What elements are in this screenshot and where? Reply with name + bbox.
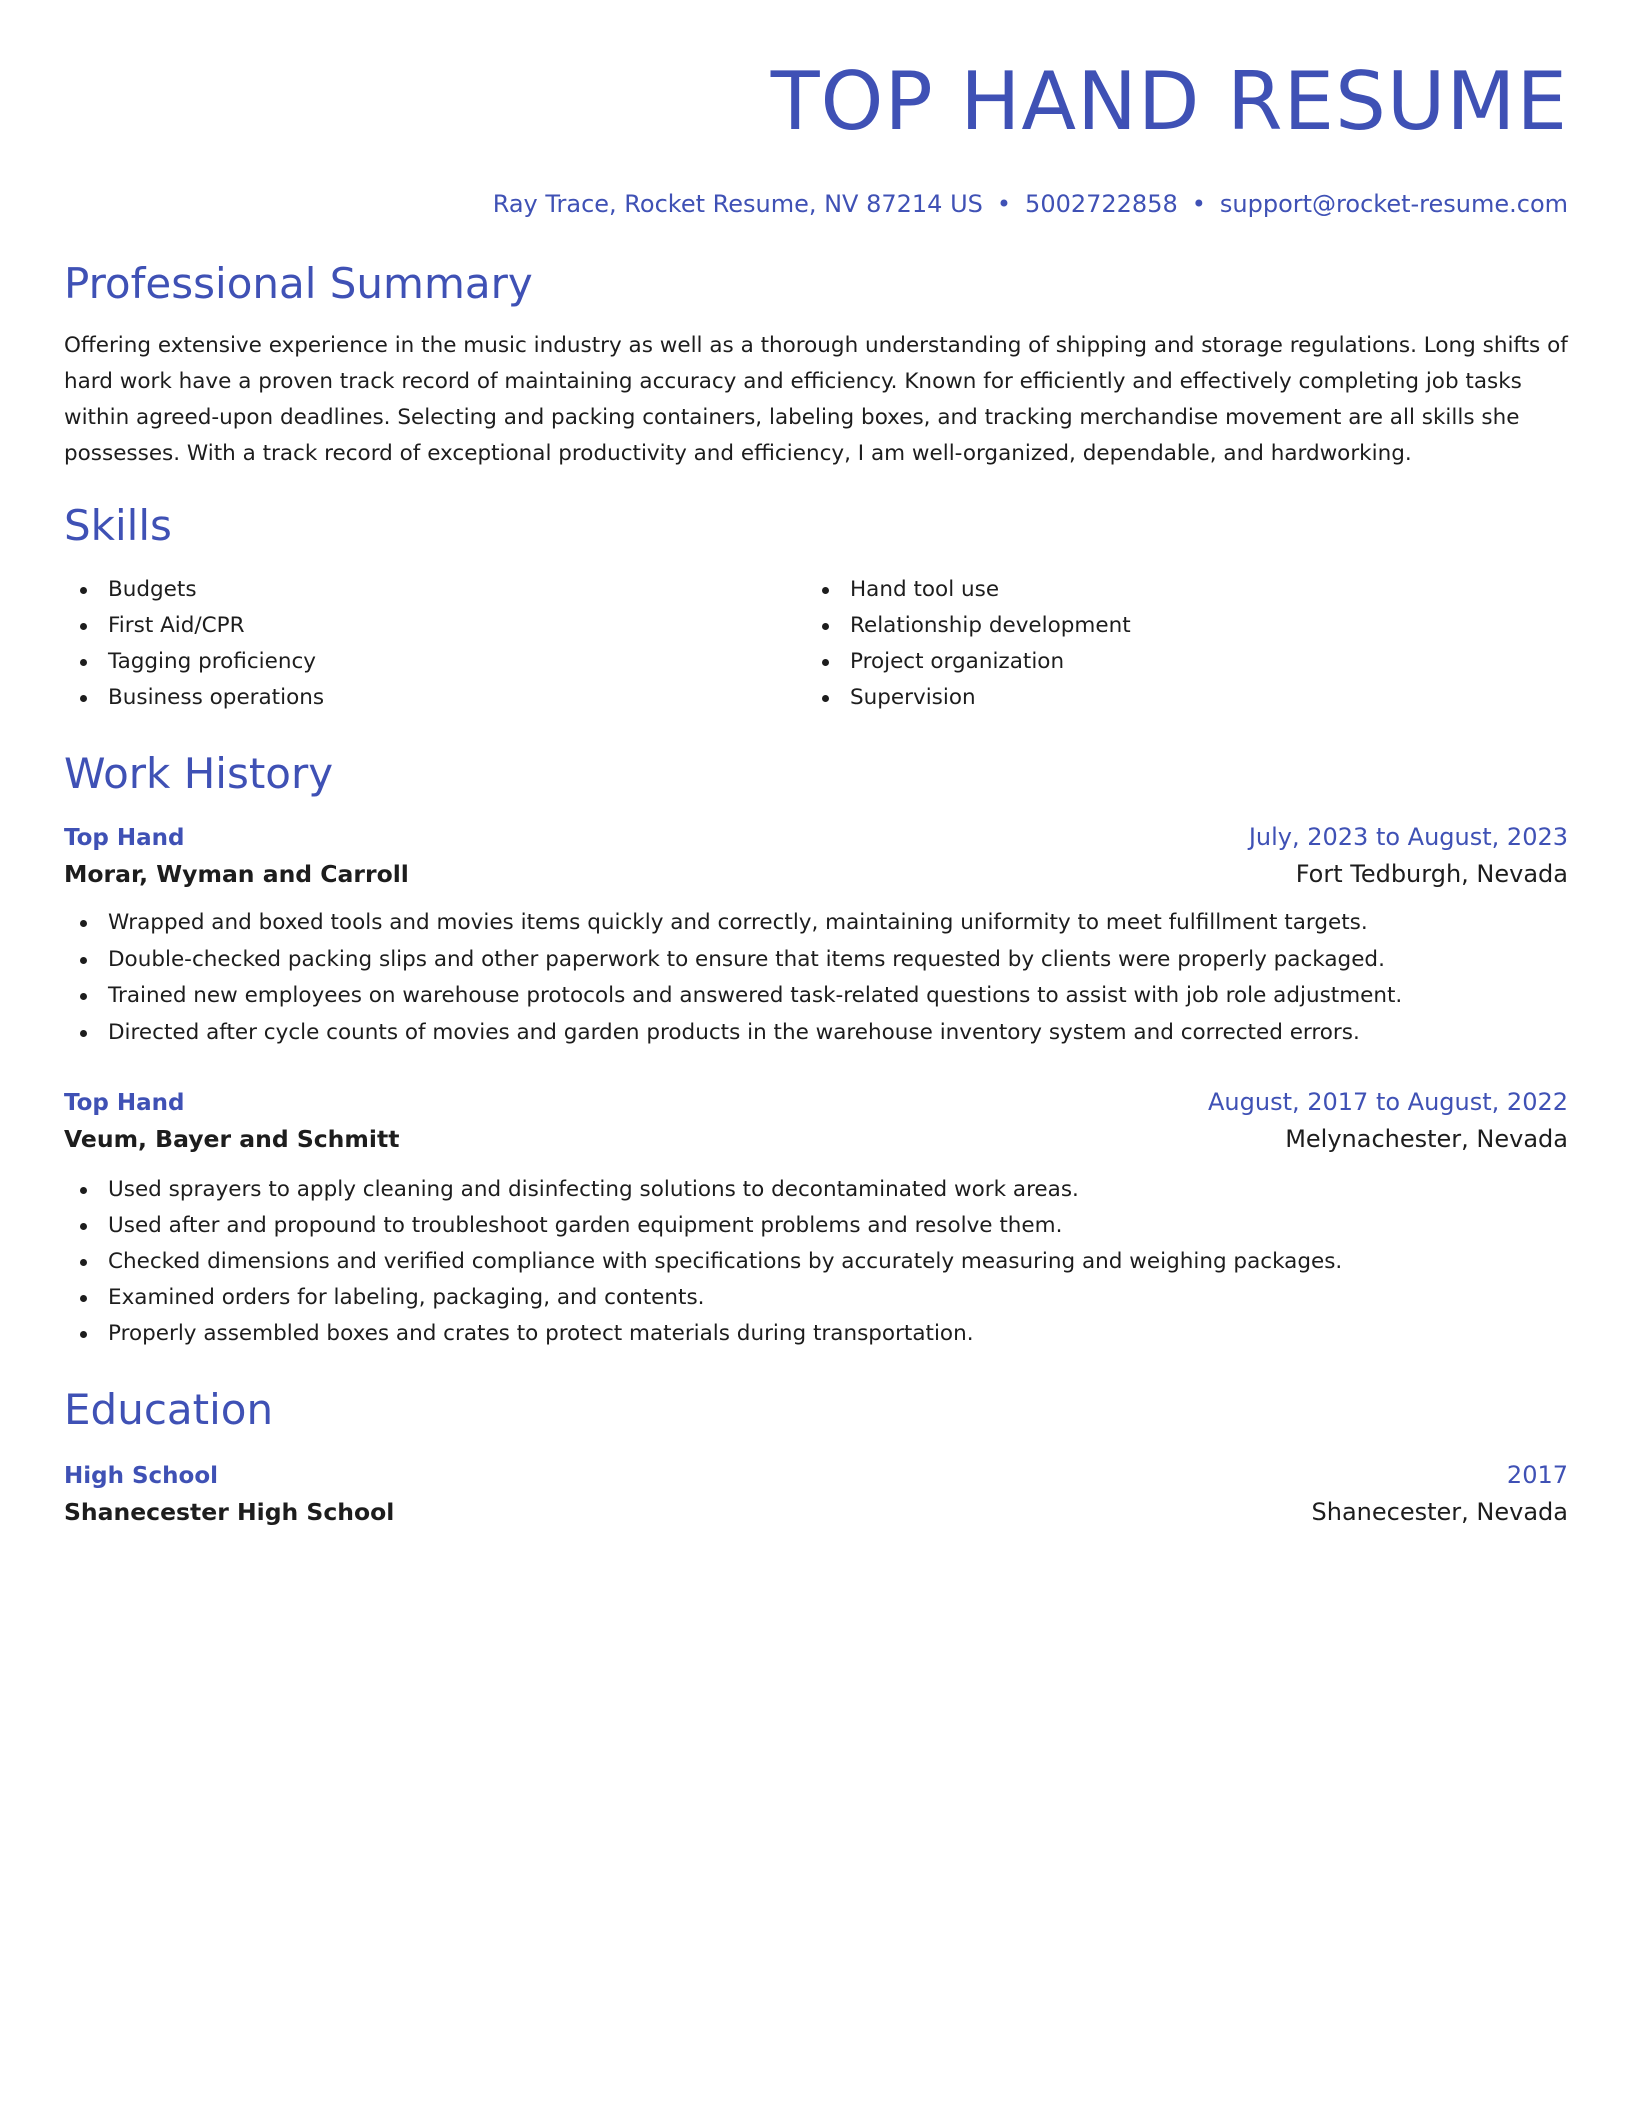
job-role: Top Hand [64,825,185,851]
summary-heading: Professional Summary [64,259,533,308]
job-bullet: Trained new employees on warehouse protocols and answered task-related questions to assist with job role adjustment. [64,978,1568,1015]
job-company: Morar, Wyman and Carroll [64,860,409,888]
contact-separator: • [1191,190,1206,218]
work-history-heading: Work History [64,749,334,798]
education-degree-row [64,1458,1568,1493]
job-entry [64,820,1568,1051]
job-bullet: Properly assembled boxes and crates to protect materials during transportation. [64,1316,1568,1352]
job-bullet: Checked dimensions and verified compliance with specifications by accurately measuring and weighing packages. [64,1244,1568,1280]
job-title-row [64,1085,1568,1120]
education-entry [64,1458,1568,1531]
education-heading: Education [64,1385,274,1434]
job-company-row [64,1120,1568,1158]
job-bullet: Directed after cycle counts of movies and garden products in the warehouse inventory system and corrected errors. [64,1015,1568,1052]
skills-grid [64,572,1568,716]
summary-text: Offering extensive experience in the music industry as well as a thorough understanding of shipping and storage regulations. Long shifts of hard work have a proven track record of maintaining accuracy and efficiency. Known for efficiently and effectively completing job tasks within agreed-upon deadlines. Selecting and packing containers, labeling boxes, and tracking merchandise movement are all skills she possesses. With a track record of exceptional productivity and efficiency, I am well-organized, dependable, and hardworking. [64,333,1568,466]
job-dates: July, 2023 to August, 2023 [1248,823,1568,851]
job-bullets [64,905,1568,1051]
resume-name: TOP HAND RESUME [770,55,1568,148]
skill-item: Budgets [64,572,806,608]
skill-item: Hand tool use [806,572,1548,608]
education-year: 2017 [1506,1461,1568,1489]
skill-item: Business operations [64,680,806,716]
job-role: Top Hand [64,1090,185,1116]
education-location: Shanecester, Nevada [1311,1498,1568,1526]
contact-address: Ray Trace, Rocket Resume, NV 87214 US [492,190,983,218]
job-bullet: Used after and propound to troubleshoot garden equipment problems and resolve them. [64,1208,1568,1244]
education-school-row [64,1493,1568,1531]
skills-column-right [806,572,1548,716]
job-company: Veum, Bayer and Schmitt [64,1125,400,1153]
resume-page [64,0,1568,1531]
skill-item: Project organization [806,644,1548,680]
contact-line [64,188,1568,220]
job-dates: August, 2017 to August, 2022 [1208,1088,1568,1116]
job-bullet: Wrapped and boxed tools and movies items quickly and correctly, maintaining uniformity to meet fulfillment targets. [64,905,1568,942]
contact-separator: • [996,190,1012,218]
contact-email[interactable]: support@rocket-resume.com [1219,190,1568,218]
skill-item: Tagging proficiency [64,644,806,680]
contact-phone: 5002722858 [1025,190,1178,218]
job-bullet: Double-checked packing slips and other paperwork to ensure that items requested by clients were properly packaged. [64,942,1568,979]
job-entry [64,1085,1568,1352]
skill-item: Supervision [806,680,1548,716]
job-company-row [64,855,1568,893]
skill-item: Relationship development [806,608,1548,644]
job-bullet: Used sprayers to apply cleaning and disinfecting solutions to decontaminated work areas. [64,1172,1568,1208]
education-degree: High School [64,1463,219,1489]
education-school: Shanecester High School [64,1498,395,1526]
job-title-row [64,820,1568,855]
skills-heading: Skills [64,501,172,550]
job-bullet: Examined orders for labeling, packaging, and contents. [64,1280,1568,1316]
job-bullets [64,1172,1568,1352]
resume-header [64,52,1568,220]
job-location: Fort Tedburgh, Nevada [1295,860,1568,888]
job-location: Melynachester, Nevada [1285,1125,1568,1153]
skills-column-left [64,572,806,716]
skill-item: First Aid/CPR [64,608,806,644]
